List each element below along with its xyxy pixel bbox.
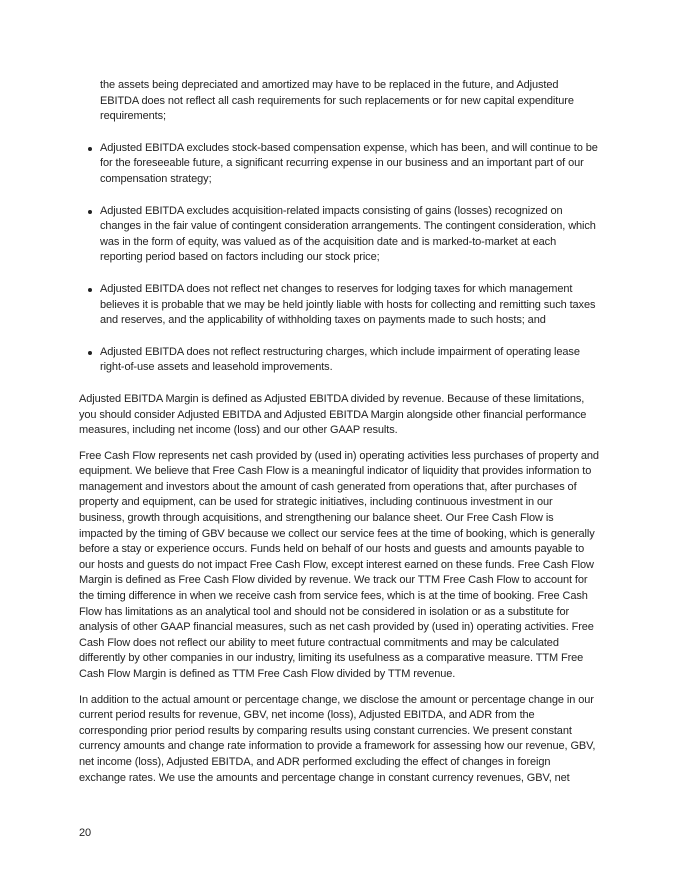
list-item-text: Adjusted EBITDA excludes acquisition-related impacts consisting of gains (losses) recognized on changes in the fair value of contingent consideration arrangements. The contingent consideration, which was in the form of equity, was valued as of the acquisition date and is marked-to-market at each reporting period based on factors including our stock price; <box>100 204 596 264</box>
bullet-icon <box>88 210 92 214</box>
paragraph-free-cash-flow: Free Cash Flow represents net cash provided by (used in) operating activities less purchases of property and equipment. We believe that Free Cash Flow is a meaningful indicator of liquidity that provides information to management and investors about the amount of cash generated from operations that, after purchases of property and equipment, can be used for strategic initiatives, including continuous investment in our business, growth through acquisitions, and strengthening our balance sheet. Our Free Cash Flow is impacted by the timing of GBV because we collect our service fees at the time of booking, which is generally before a stay or experience occurs. Funds held on behalf of our hosts and guests and amounts payable to our hosts and guests do not impact Free Cash Flow, except interest earned on these funds. Free Cash Flow Margin is defined as Free Cash Flow divided by revenue. We track our TTM Free Cash Flow to account for the timing difference in when we receive cash from service fees, which is at the time of booking. Free Cash Flow has limitations as an analytical tool and should not be considered in isolation or as a substitute for analysis of other GAAP financial measures, such as net cash provided by (used in) operating activities. Free Cash Flow does not reflect our ability to meet future contractual commitments and may be calculated differently by other companies in our industry, limiting its usefulness as a comparative measure. TTM Free Cash Flow Margin is defined as TTM Free Cash Flow divided by TTM revenue. <box>79 449 599 680</box>
paragraph-adjusted-ebitda-margin: Adjusted EBITDA Margin is defined as Adjusted EBITDA divided by revenue. Because of these limitations, you should consider Adjusted EBITDA and Adjusted EBITDA Margin alongside other financial performance measures, including net income (loss) and our other GAAP results. <box>79 392 587 437</box>
list-item-text: Adjusted EBITDA excludes stock-based compensation expense, which has been, and will continue to be for the foreseeable future, a significant recurring expense in our business and an important part of our compensation strategy; <box>100 141 598 185</box>
list-item <box>79 345 599 376</box>
list-item-text: Adjusted EBITDA does not reflect net changes to reserves for lodging taxes for which management believes it is probable that we may be held jointly liable with hosts for collecting and remitting such taxes and reserves, and the applicability of withholding taxes on payments made to such hosts; and <box>100 282 596 327</box>
list-item <box>79 141 599 188</box>
list-item <box>79 204 599 266</box>
paragraph-constant-currency: In addition to the actual amount or percentage change, we disclose the amount or percentage change in our current period results for revenue, GBV, net income (loss), Adjusted EBITDA, and ADR from the corresponding prior period results by comparing results using constant currencies. We present constant currency amounts and change rate information to provide a framework for assessing how our revenue, GBV, net income (loss), Adjusted EBITDA, and ADR performed excluding the effect of changes in foreign exchange rates. We use the amounts and percentage change in constant currency revenues, GBV, net <box>79 693 596 784</box>
document-body <box>79 78 599 796</box>
page-number: 20 <box>79 827 92 839</box>
bullet-icon <box>88 147 92 151</box>
bullet-icon <box>88 288 92 292</box>
continuation-text: the assets being depreciated and amortized may have to be replaced in the future, and Adjusted EBITDA does not reflect all cash requirements for such replacements or for new capital expenditure requirements; <box>100 79 574 123</box>
limitations-list <box>79 141 599 376</box>
list-item-text: Adjusted EBITDA does not reflect restructuring charges, which include impairment of operating lease right-of-use assets and leasehold improvements. <box>100 345 580 374</box>
bullet-icon <box>88 351 92 355</box>
list-item <box>79 282 599 329</box>
